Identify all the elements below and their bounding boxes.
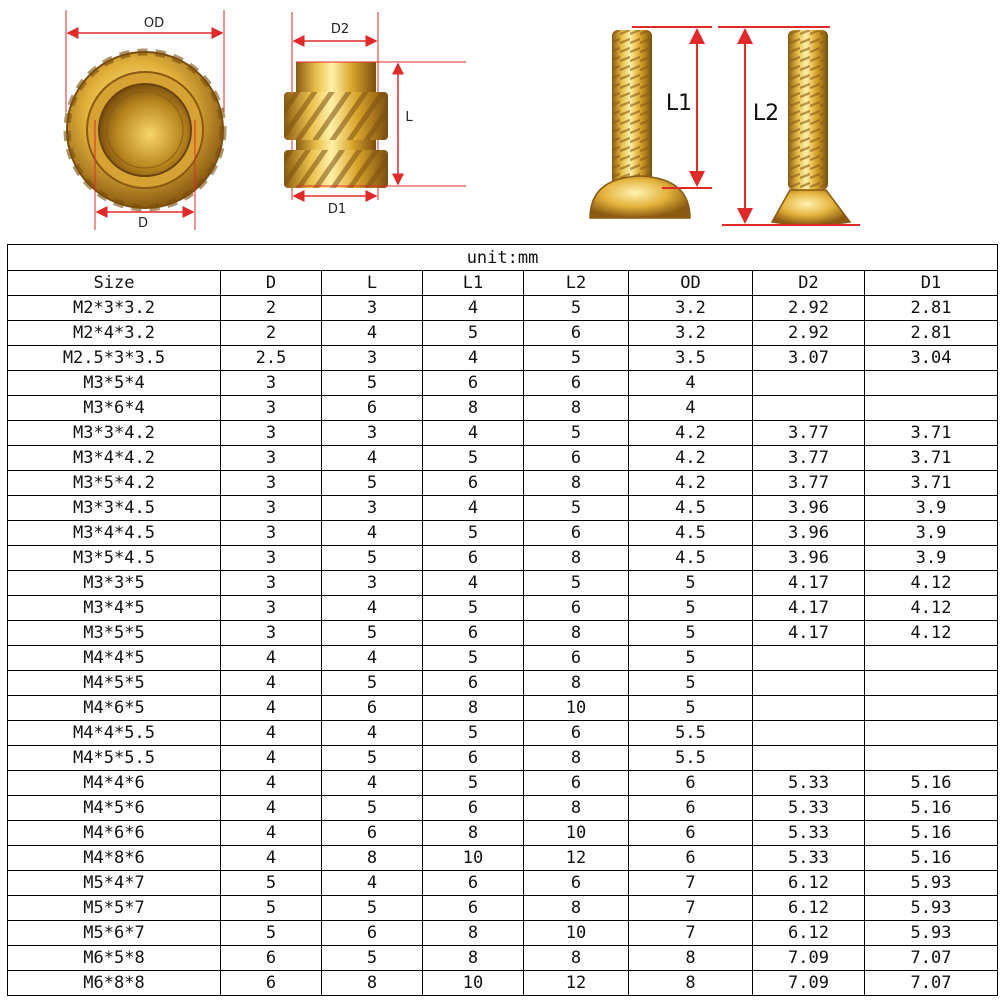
table-row [8,621,998,646]
cell-l: 4 [322,321,423,346]
cell-l2: 12 [524,846,629,871]
cell-d: 3 [221,571,322,596]
cell-d: 3 [221,421,322,446]
cell-size: M5*6*7 [8,921,221,946]
cell-od: 4.2 [629,446,753,471]
table-row [8,971,998,996]
cell-l2: 8 [524,546,629,571]
table-row [8,796,998,821]
table-row [8,571,998,596]
cell-d1: 3.04 [865,346,998,371]
cell-l: 4 [322,521,423,546]
header-l: L [322,271,423,296]
table-row [8,721,998,746]
cell-d1: 5.93 [865,871,998,896]
table-row [8,921,998,946]
cell-d2: 3.77 [753,421,865,446]
cell-d2 [753,696,865,721]
cell-size: M6*8*8 [8,971,221,996]
cell-d: 4 [221,671,322,696]
table-row [8,371,998,396]
cell-d1 [865,371,998,396]
cell-l: 6 [322,821,423,846]
table-row [8,496,998,521]
cell-size: M4*5*5 [8,671,221,696]
unit-caption: unit:mm [8,245,998,271]
cell-size: M3*5*4.2 [8,471,221,496]
cell-l1: 6 [423,896,524,921]
table-row [8,321,998,346]
cell-d2: 4.17 [753,596,865,621]
cell-l: 6 [322,396,423,421]
cell-d1: 5.16 [865,771,998,796]
cell-l: 6 [322,921,423,946]
cell-l: 4 [322,646,423,671]
size-spec-table [7,244,998,996]
table-row [8,771,998,796]
cell-l1: 5 [423,521,524,546]
cell-od: 5 [629,646,753,671]
cell-d: 4 [221,646,322,671]
cell-d: 3 [221,446,322,471]
cell-size: M3*5*4.5 [8,546,221,571]
cell-l2: 5 [524,421,629,446]
cell-l: 4 [322,596,423,621]
cell-l: 3 [322,346,423,371]
cell-size: M4*6*5 [8,696,221,721]
cell-l: 3 [322,421,423,446]
cell-size: M5*4*7 [8,871,221,896]
cell-l2: 8 [524,746,629,771]
od-label: OD [143,16,165,31]
cell-d2 [753,671,865,696]
table-row [8,871,998,896]
cell-l1: 10 [423,971,524,996]
cell-size: M2.5*3*3.5 [8,346,221,371]
table-row [8,671,998,696]
cell-d1: 3.9 [865,521,998,546]
cell-l2: 5 [524,571,629,596]
cell-l: 4 [322,871,423,896]
table-row [8,296,998,321]
cell-d: 4 [221,771,322,796]
cell-l1: 4 [423,571,524,596]
cell-l2: 6 [524,771,629,796]
cell-d1: 5.16 [865,821,998,846]
table-row [8,546,998,571]
cell-l2: 8 [524,796,629,821]
cell-od: 3.2 [629,321,753,346]
cell-l1: 8 [423,946,524,971]
cell-l1: 4 [423,421,524,446]
cell-d2: 2.92 [753,296,865,321]
cell-d1: 2.81 [865,321,998,346]
cell-l: 5 [322,546,423,571]
cell-size: M3*3*5 [8,571,221,596]
cell-l1: 8 [423,696,524,721]
cell-d: 6 [221,946,322,971]
cell-l2: 6 [524,596,629,621]
cell-size: M6*5*8 [8,946,221,971]
l2-label: L2 [752,101,780,126]
header-d1: D1 [865,271,998,296]
header-size: Size [8,271,221,296]
cell-d: 2 [221,321,322,346]
cell-l: 5 [322,471,423,496]
table-row [8,946,998,971]
cell-d1 [865,646,998,671]
cell-d: 4 [221,796,322,821]
cell-size: M3*6*4 [8,396,221,421]
cell-d1: 3.71 [865,446,998,471]
cell-l: 3 [322,296,423,321]
cell-d: 4 [221,821,322,846]
cell-l1: 6 [423,746,524,771]
cell-d1: 7.07 [865,971,998,996]
cell-od: 3.2 [629,296,753,321]
cell-od: 3.5 [629,346,753,371]
cell-d2: 4.17 [753,621,865,646]
cell-l2: 6 [524,521,629,546]
cell-od: 5.5 [629,746,753,771]
cell-d: 4 [221,746,322,771]
cell-od: 6 [629,771,753,796]
cell-od: 4.5 [629,546,753,571]
cell-d1: 5.93 [865,896,998,921]
cell-l1: 8 [423,396,524,421]
cell-l1: 6 [423,671,524,696]
cell-l: 8 [322,846,423,871]
cell-l2: 5 [524,296,629,321]
cell-d2: 6.12 [753,871,865,896]
cell-d2: 3.96 [753,521,865,546]
cell-size: M4*8*6 [8,846,221,871]
header-d2: D2 [753,271,865,296]
cell-l2: 12 [524,971,629,996]
cell-od: 5 [629,696,753,721]
header-l2: L2 [524,271,629,296]
cell-size: M4*4*6 [8,771,221,796]
cell-d2: 4.17 [753,571,865,596]
table-row [8,346,998,371]
cell-size: M4*5*6 [8,796,221,821]
cell-l1: 5 [423,596,524,621]
cell-d2: 5.33 [753,771,865,796]
cell-size: M3*3*4.5 [8,496,221,521]
cell-l1: 5 [423,446,524,471]
cell-l: 5 [322,946,423,971]
cell-size: M4*5*5.5 [8,746,221,771]
cell-od: 4.5 [629,496,753,521]
cell-l2: 8 [524,946,629,971]
cell-d1: 5.16 [865,796,998,821]
cell-od: 5 [629,621,753,646]
table-row [8,421,998,446]
cell-l1: 4 [423,346,524,371]
cell-d2 [753,746,865,771]
unit-row [8,245,998,271]
cell-d1: 3.9 [865,546,998,571]
cell-d1 [865,746,998,771]
cell-d1: 4.12 [865,571,998,596]
cell-d: 3 [221,496,322,521]
cell-l1: 8 [423,821,524,846]
cell-od: 7 [629,871,753,896]
table-row [8,896,998,921]
cell-od: 5 [629,671,753,696]
cell-l1: 5 [423,771,524,796]
cell-d1: 3.9 [865,496,998,521]
l-label: L [405,110,413,125]
cell-od: 4.2 [629,471,753,496]
cell-size: M4*6*6 [8,821,221,846]
cell-d1: 7.07 [865,946,998,971]
cell-l2: 8 [524,671,629,696]
d-label: D [137,216,149,231]
cell-d: 4 [221,846,322,871]
cell-d: 4 [221,721,322,746]
cell-d: 3 [221,371,322,396]
cell-l2: 6 [524,871,629,896]
cell-d2: 3.96 [753,546,865,571]
cell-d2: 2.92 [753,321,865,346]
cell-d: 5 [221,921,322,946]
table-row [8,821,998,846]
cell-d1 [865,696,998,721]
cell-l1: 6 [423,371,524,396]
cell-l: 5 [322,896,423,921]
cell-l2: 10 [524,921,629,946]
cell-d2: 5.33 [753,846,865,871]
insert-top-view [66,10,224,231]
cell-size: M4*4*5.5 [8,721,221,746]
cell-d: 3 [221,521,322,546]
cell-l2: 8 [524,396,629,421]
cell-l: 8 [322,971,423,996]
cell-l1: 8 [423,921,524,946]
cell-size: M3*4*5 [8,596,221,621]
cell-d2: 3.07 [753,346,865,371]
cell-od: 6 [629,821,753,846]
cell-d2: 3.77 [753,471,865,496]
cell-l2: 6 [524,646,629,671]
cell-od: 4.2 [629,421,753,446]
cell-d: 2 [221,296,322,321]
cell-l1: 10 [423,846,524,871]
cell-l: 5 [322,796,423,821]
table-row [8,396,998,421]
cell-d: 3 [221,621,322,646]
cell-d: 3 [221,396,322,421]
table-row [8,746,998,771]
cell-l: 6 [322,696,423,721]
table-row [8,471,998,496]
cell-l2: 8 [524,471,629,496]
cell-d2 [753,396,865,421]
cell-od: 7 [629,921,753,946]
cell-l2: 8 [524,896,629,921]
d1-label: D1 [327,202,347,217]
cell-d2: 7.09 [753,971,865,996]
cell-size: M3*4*4.5 [8,521,221,546]
cell-d: 2.5 [221,346,322,371]
cell-d: 5 [221,896,322,921]
screws-view [590,27,860,225]
cell-d2: 3.77 [753,446,865,471]
cell-od: 5 [629,596,753,621]
cell-od: 6 [629,796,753,821]
cell-size: M3*5*5 [8,621,221,646]
cell-l2: 6 [524,321,629,346]
cell-d2: 3.96 [753,496,865,521]
cell-d1 [865,671,998,696]
cell-d1: 4.12 [865,621,998,646]
cell-d2: 5.33 [753,796,865,821]
cell-l2: 5 [524,346,629,371]
cell-l: 3 [322,571,423,596]
cell-od: 8 [629,971,753,996]
header-d: D [221,271,322,296]
cell-l: 5 [322,746,423,771]
cell-d2: 6.12 [753,921,865,946]
cell-l: 5 [322,671,423,696]
table-row [8,696,998,721]
cell-d1: 5.16 [865,846,998,871]
cell-od: 4.5 [629,521,753,546]
cell-d1: 2.81 [865,296,998,321]
l1-label: L1 [665,91,693,116]
cell-d1: 3.71 [865,421,998,446]
cell-l2: 6 [524,446,629,471]
cell-od: 5 [629,571,753,596]
cell-d: 3 [221,546,322,571]
cell-l2: 6 [524,371,629,396]
cell-l2: 10 [524,821,629,846]
cell-l: 4 [322,771,423,796]
cell-d: 3 [221,596,322,621]
cell-od: 6 [629,846,753,871]
header-od: OD [629,271,753,296]
cell-d: 6 [221,971,322,996]
cell-l: 5 [322,621,423,646]
cell-l1: 5 [423,721,524,746]
cell-l1: 6 [423,546,524,571]
insert-side-view [284,12,466,217]
cell-size: M3*5*4 [8,371,221,396]
cell-l: 3 [322,496,423,521]
cell-l1: 6 [423,471,524,496]
table-row [8,596,998,621]
cell-l1: 5 [423,321,524,346]
d2-label: D2 [330,22,350,37]
cell-od: 5.5 [629,721,753,746]
cell-size: M3*4*4.2 [8,446,221,471]
header-row [8,271,998,296]
cell-l2: 6 [524,721,629,746]
cell-d1 [865,721,998,746]
table-row [8,646,998,671]
cell-d: 5 [221,871,322,896]
table-row [8,846,998,871]
cell-l1: 5 [423,646,524,671]
cell-d1: 4.12 [865,596,998,621]
cell-d2 [753,721,865,746]
cell-size: M2*3*3.2 [8,296,221,321]
cell-d2 [753,646,865,671]
cell-l2: 5 [524,496,629,521]
cell-size: M3*3*4.2 [8,421,221,446]
cell-d2 [753,371,865,396]
cell-l1: 6 [423,871,524,896]
product-dimension-figure [0,0,1000,240]
cell-l: 4 [322,721,423,746]
cell-l: 4 [322,446,423,471]
cell-d: 4 [221,696,322,721]
cell-od: 4 [629,371,753,396]
cell-l1: 4 [423,496,524,521]
cell-l: 5 [322,371,423,396]
cell-od: 4 [629,396,753,421]
cell-d: 3 [221,471,322,496]
cell-l1: 6 [423,796,524,821]
cell-size: M5*5*7 [8,896,221,921]
cell-d1 [865,396,998,421]
cell-l2: 10 [524,696,629,721]
cell-d1: 3.71 [865,471,998,496]
cell-size: M2*4*3.2 [8,321,221,346]
header-l1: L1 [423,271,524,296]
cell-od: 8 [629,946,753,971]
cell-d1: 5.93 [865,921,998,946]
cell-l2: 8 [524,621,629,646]
cell-l1: 4 [423,296,524,321]
cell-size: M4*4*5 [8,646,221,671]
table-row [8,446,998,471]
table-row [8,521,998,546]
cell-d2: 6.12 [753,896,865,921]
cell-od: 7 [629,896,753,921]
cell-d2: 5.33 [753,821,865,846]
cell-d2: 7.09 [753,946,865,971]
cell-l1: 6 [423,621,524,646]
